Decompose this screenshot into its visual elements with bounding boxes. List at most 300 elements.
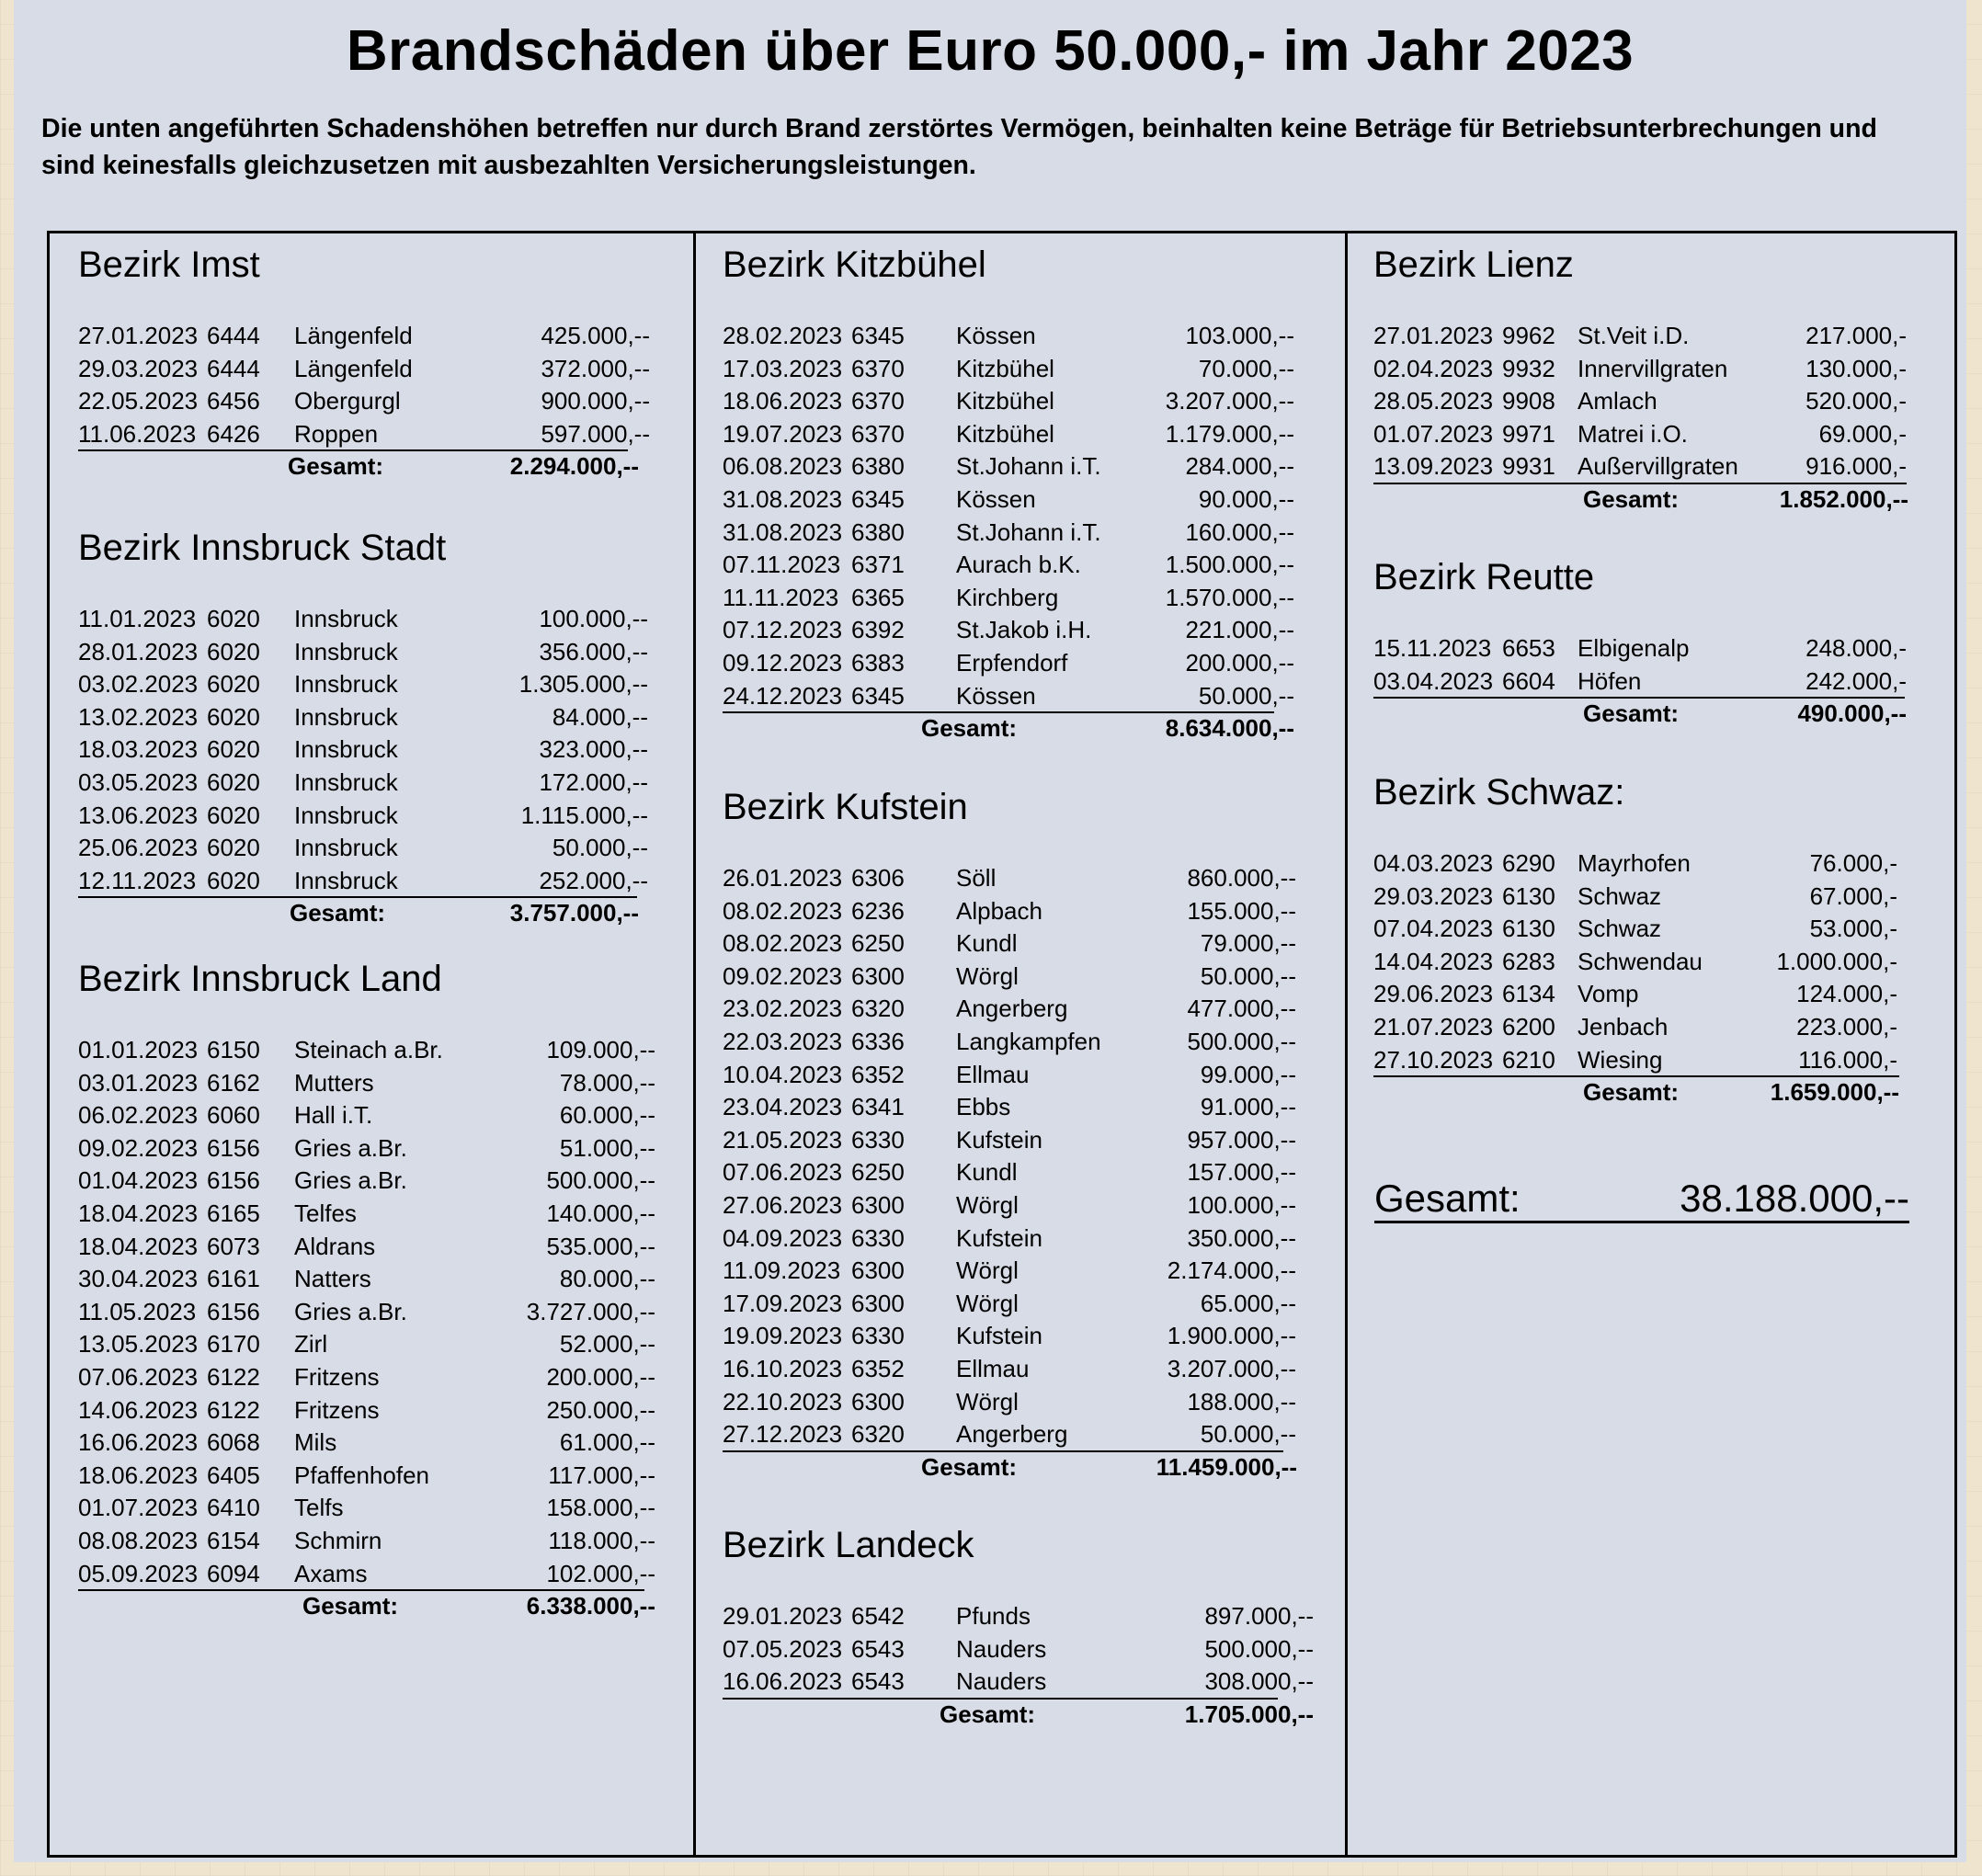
row-place: Längenfeld xyxy=(294,354,413,382)
row-plz: 6380 xyxy=(851,517,905,546)
row-amount: 99.000,-- xyxy=(1200,1060,1296,1088)
row-place: Angerberg xyxy=(956,995,1068,1023)
row-plz: 6330 xyxy=(851,1322,905,1350)
total-amount: 1.852.000,-- xyxy=(1779,485,1908,513)
row-amount: 350.000,-- xyxy=(1187,1223,1296,1252)
row-plz: 6370 xyxy=(851,419,905,448)
row-amount: 477.000,-- xyxy=(1187,995,1296,1023)
row-plz: 6290 xyxy=(1502,849,1555,877)
row-plz: 6020 xyxy=(207,670,260,699)
row-date: 03.05.2023 xyxy=(78,768,199,796)
row-date: 08.08.2023 xyxy=(78,1527,199,1554)
row-place: Telfes xyxy=(294,1200,357,1227)
total-label: Gesamt: xyxy=(288,452,384,481)
disclaimer-text: Die unten angeführten Schadenshöhen betreffen nur durch Brand zerstörtes Vermögen, beinhalten keine Beträge für Betriebsunterbrechungen und sind keinesfalls gleichzusetzen mit ausbezahlten Versicherungsleistungen. xyxy=(41,114,1877,180)
row-place: Innsbruck xyxy=(294,735,398,764)
row-plz: 6330 xyxy=(851,1223,905,1252)
row-place: Schwaz xyxy=(1578,915,1662,943)
row-date: 01.07.2023 xyxy=(78,1494,199,1522)
row-plz: 6371 xyxy=(851,551,905,579)
row-plz: 6300 xyxy=(851,1387,905,1416)
row-plz: 6060 xyxy=(207,1101,260,1130)
row-place: Innsbruck xyxy=(294,702,398,731)
row-amount: 250.000,-- xyxy=(546,1395,655,1424)
row-date: 14.04.2023 xyxy=(1373,947,1494,975)
row-place: Angerberg xyxy=(956,1420,1068,1449)
row-date: 05.09.2023 xyxy=(78,1559,199,1587)
row-date: 07.04.2023 xyxy=(1373,915,1494,943)
row-place: Gries a.Br. xyxy=(294,1297,407,1325)
row-date: 10.04.2023 xyxy=(723,1060,843,1088)
row-date: 11.01.2023 xyxy=(78,605,197,632)
row-date: 19.09.2023 xyxy=(723,1322,843,1350)
row-plz: 6250 xyxy=(851,1158,905,1187)
row-place: St.Johann i.T. xyxy=(956,517,1101,546)
row-amount: 1.179.000,-- xyxy=(1165,419,1294,448)
row-plz: 6236 xyxy=(851,896,905,925)
row-place: Ebbs xyxy=(956,1093,1011,1121)
row-place: Aurach b.K. xyxy=(956,551,1081,579)
row-place: Gries a.Br. xyxy=(294,1166,407,1195)
row-amount: 69.000,- xyxy=(1818,419,1907,448)
district-name: Bezirk Innsbruck Land xyxy=(78,959,442,999)
row-amount: 308.000,-- xyxy=(1204,1667,1314,1696)
row-place: Steinach a.Br. xyxy=(294,1036,443,1063)
row-place: Nauders xyxy=(956,1667,1047,1696)
row-plz: 6300 xyxy=(851,961,905,990)
total-label: Gesamt: xyxy=(1583,699,1680,728)
row-date: 07.06.2023 xyxy=(723,1158,843,1187)
row-amount: 500.000,-- xyxy=(546,1166,655,1195)
row-plz: 6345 xyxy=(851,681,905,710)
row-place: Pfaffenhofen xyxy=(294,1461,429,1489)
row-amount: 1.570.000,-- xyxy=(1165,583,1294,611)
row-date: 29.03.2023 xyxy=(78,354,199,382)
row-plz: 6345 xyxy=(851,485,905,513)
row-date: 16.10.2023 xyxy=(723,1355,843,1382)
row-plz: 6352 xyxy=(851,1355,905,1382)
row-plz: 9908 xyxy=(1502,387,1555,415)
row-plz: 6365 xyxy=(851,583,905,611)
row-place: Wörgl xyxy=(956,1289,1019,1317)
row-place: Innsbruck xyxy=(294,768,398,796)
row-amount: 160.000,-- xyxy=(1185,517,1294,546)
row-amount: 103.000,-- xyxy=(1185,322,1294,349)
total-amount: 8.634.000,-- xyxy=(1165,714,1294,743)
district-name: Bezirk Imst xyxy=(78,244,260,285)
row-date: 11.05.2023 xyxy=(78,1297,197,1325)
row-date: 13.09.2023 xyxy=(1373,452,1494,481)
row-date: 27.01.2023 xyxy=(1373,322,1494,349)
row-plz: 6380 xyxy=(851,452,905,481)
row-amount: 500.000,-- xyxy=(1204,1634,1314,1663)
total-label: Gesamt: xyxy=(1583,1078,1680,1107)
row-amount: 242.000,- xyxy=(1805,666,1907,695)
row-place: Jenbach xyxy=(1578,1013,1669,1040)
row-amount: 116.000,- xyxy=(1798,1045,1897,1074)
row-place: Aldrans xyxy=(294,1232,376,1260)
row-plz: 6162 xyxy=(207,1068,260,1097)
row-amount: 76.000,- xyxy=(1809,849,1897,877)
row-place: Mutters xyxy=(294,1068,374,1097)
row-plz: 6383 xyxy=(851,649,905,676)
row-date: 11.06.2023 xyxy=(78,419,197,448)
row-date: 13.06.2023 xyxy=(78,801,199,829)
row-amount: 51.000,-- xyxy=(559,1133,655,1162)
row-date: 08.02.2023 xyxy=(723,929,843,958)
row-plz: 6410 xyxy=(207,1494,260,1522)
row-date: 17.03.2023 xyxy=(723,354,843,382)
row-plz: 6020 xyxy=(207,834,260,862)
row-amount: 217.000,- xyxy=(1805,322,1907,349)
row-date: 22.05.2023 xyxy=(78,387,199,415)
row-amount: 61.000,-- xyxy=(559,1428,655,1457)
row-amount: 70.000,-- xyxy=(1198,354,1294,382)
row-plz: 6370 xyxy=(851,354,905,382)
total-amount: 1.659.000,-- xyxy=(1770,1078,1899,1107)
row-plz: 6426 xyxy=(207,419,260,448)
row-date: 08.02.2023 xyxy=(723,896,843,925)
row-place: Kössen xyxy=(956,322,1036,349)
column-left xyxy=(50,233,696,1855)
grand-total xyxy=(1374,1177,1909,1223)
row-plz: 6170 xyxy=(207,1330,260,1359)
row-date: 12.11.2023 xyxy=(78,866,197,894)
row-date: 25.06.2023 xyxy=(78,834,199,862)
district-total xyxy=(78,1590,655,1623)
row-plz: 6020 xyxy=(207,768,260,796)
row-amount: 188.000,-- xyxy=(1187,1387,1296,1416)
district-name: Bezirk Lienz xyxy=(1373,244,1574,285)
row-amount: 900.000,-- xyxy=(541,387,650,415)
row-date: 01.07.2023 xyxy=(1373,419,1494,448)
total-amount: 490.000,-- xyxy=(1797,699,1907,728)
row-amount: 67.000,- xyxy=(1809,881,1897,910)
row-place: Schmirn xyxy=(294,1527,382,1554)
row-amount: 957.000,-- xyxy=(1187,1125,1296,1154)
row-plz: 6336 xyxy=(851,1028,905,1055)
row-amount: 200.000,-- xyxy=(1185,649,1294,676)
row-plz: 6300 xyxy=(851,1256,905,1285)
row-date: 14.06.2023 xyxy=(78,1395,199,1424)
row-plz: 6345 xyxy=(851,322,905,349)
grand-total-amount: 38.188.000,-- xyxy=(1680,1177,1909,1220)
row-place: Außervillgraten xyxy=(1578,452,1738,481)
row-amount: 50.000,-- xyxy=(552,834,648,862)
row-amount: 535.000,-- xyxy=(546,1232,655,1260)
row-place: Schwendau xyxy=(1578,947,1703,975)
row-date: 17.09.2023 xyxy=(723,1289,843,1317)
district-total xyxy=(1373,1076,1899,1109)
row-date: 06.08.2023 xyxy=(723,452,843,481)
row-amount: 50.000,-- xyxy=(1200,961,1296,990)
row-plz: 6444 xyxy=(207,322,260,349)
row-date: 16.06.2023 xyxy=(78,1428,199,1457)
row-place: Alpbach xyxy=(956,896,1042,925)
row-date: 31.08.2023 xyxy=(723,517,843,546)
row-amount: 130.000,- xyxy=(1805,354,1907,382)
row-amount: 252.000,-- xyxy=(539,866,648,894)
row-place: Langkampfen xyxy=(956,1028,1101,1055)
row-place: Wörgl xyxy=(956,1191,1019,1219)
row-amount: 157.000,-- xyxy=(1187,1158,1296,1187)
row-place: Kitzbühel xyxy=(956,354,1054,382)
row-date: 13.05.2023 xyxy=(78,1330,199,1359)
row-date: 19.07.2023 xyxy=(723,419,843,448)
row-amount: 53.000,- xyxy=(1809,915,1897,943)
row-amount: 124.000,- xyxy=(1796,980,1897,1008)
row-date: 31.08.2023 xyxy=(723,485,843,513)
row-date: 18.06.2023 xyxy=(78,1461,199,1489)
row-place: Erpfendorf xyxy=(956,649,1068,676)
row-place: St.Veit i.D. xyxy=(1578,322,1690,349)
row-place: Obergurgl xyxy=(294,387,401,415)
row-place: Mayrhofen xyxy=(1578,849,1691,877)
row-place: Innsbruck xyxy=(294,637,398,665)
row-amount: 65.000,-- xyxy=(1200,1289,1296,1317)
row-plz: 6073 xyxy=(207,1232,260,1260)
row-amount: 90.000,-- xyxy=(1198,485,1294,513)
row-amount: 3.727.000,-- xyxy=(526,1297,655,1325)
total-label: Gesamt: xyxy=(290,899,386,927)
row-place: Innsbruck xyxy=(294,834,398,862)
row-place: Nauders xyxy=(956,1634,1047,1663)
row-plz: 6094 xyxy=(207,1559,260,1587)
row-amount: 117.000,-- xyxy=(548,1461,655,1489)
row-amount: 500.000,-- xyxy=(1187,1028,1296,1055)
total-amount: 3.757.000,-- xyxy=(509,899,639,927)
total-amount: 11.459.000,-- xyxy=(1156,1452,1297,1481)
row-place: Zirl xyxy=(294,1330,328,1359)
row-date: 29.06.2023 xyxy=(1373,980,1494,1008)
row-plz: 6020 xyxy=(207,735,260,764)
row-amount: 1.115.000,-- xyxy=(520,801,648,829)
row-plz: 6405 xyxy=(207,1461,260,1489)
row-place: Schwaz xyxy=(1578,881,1662,910)
row-plz: 6020 xyxy=(207,605,260,632)
column-middle xyxy=(696,233,1348,1855)
grand-total-label: Gesamt: xyxy=(1374,1177,1521,1220)
row-date: 03.04.2023 xyxy=(1373,666,1494,695)
row-plz: 6543 xyxy=(851,1634,905,1663)
row-amount: 223.000,- xyxy=(1796,1013,1897,1040)
row-plz: 6320 xyxy=(851,1420,905,1449)
row-plz: 6134 xyxy=(1502,980,1555,1008)
total-label: Gesamt: xyxy=(1583,485,1680,513)
row-plz: 9932 xyxy=(1502,354,1555,382)
row-date: 18.06.2023 xyxy=(723,387,843,415)
row-plz: 9971 xyxy=(1502,419,1555,448)
row-amount: 897.000,-- xyxy=(1204,1602,1314,1630)
row-place: Gries a.Br. xyxy=(294,1133,407,1162)
row-place: Kufstein xyxy=(956,1223,1042,1252)
row-amount: 158.000,-- xyxy=(546,1494,655,1522)
row-place: Mils xyxy=(294,1428,337,1457)
column-right xyxy=(1348,233,1957,1855)
total-label: Gesamt: xyxy=(940,1700,1036,1728)
row-amount: 356.000,-- xyxy=(539,637,648,665)
row-place: Kitzbühel xyxy=(956,387,1054,415)
row-plz: 6352 xyxy=(851,1060,905,1088)
row-amount: 200.000,-- xyxy=(546,1363,655,1391)
row-plz: 6068 xyxy=(207,1428,260,1457)
row-place: Wörgl xyxy=(956,1256,1019,1285)
row-amount: 248.000,- xyxy=(1805,634,1907,662)
row-date: 11.09.2023 xyxy=(723,1256,841,1285)
row-date: 13.02.2023 xyxy=(78,702,199,731)
row-amount: 916.000,- xyxy=(1805,452,1907,481)
row-plz: 6122 xyxy=(207,1363,260,1391)
row-date: 07.05.2023 xyxy=(723,1634,843,1663)
row-plz: 6154 xyxy=(207,1527,260,1554)
damage-table xyxy=(47,231,1957,1858)
row-plz: 6653 xyxy=(1502,634,1555,662)
row-date: 09.02.2023 xyxy=(723,961,843,990)
district-name: Bezirk Landeck xyxy=(723,1525,974,1565)
row-date: 09.02.2023 xyxy=(78,1133,199,1162)
row-amount: 102.000,-- xyxy=(546,1559,655,1587)
row-place: Ellmau xyxy=(956,1060,1030,1088)
row-amount: 520.000,- xyxy=(1805,387,1907,415)
row-date: 16.06.2023 xyxy=(723,1667,843,1696)
total-amount: 6.338.000,-- xyxy=(526,1592,655,1620)
row-date: 22.03.2023 xyxy=(723,1028,843,1055)
row-date: 03.02.2023 xyxy=(78,670,199,699)
row-place: Kufstein xyxy=(956,1322,1042,1350)
row-amount: 172.000,-- xyxy=(539,768,648,796)
row-place: Fritzens xyxy=(294,1395,380,1424)
row-plz: 6161 xyxy=(207,1265,260,1293)
row-plz: 6320 xyxy=(851,995,905,1023)
row-date: 28.02.2023 xyxy=(723,322,843,349)
row-date: 29.03.2023 xyxy=(1373,881,1494,910)
row-place: Fritzens xyxy=(294,1363,380,1391)
row-date: 09.12.2023 xyxy=(723,649,843,676)
row-place: Axams xyxy=(294,1559,368,1587)
row-plz: 6456 xyxy=(207,387,260,415)
row-date: 26.01.2023 xyxy=(723,864,843,892)
row-place: Kirchberg xyxy=(956,583,1059,611)
row-date: 18.03.2023 xyxy=(78,735,199,764)
row-place: St.Jakob i.H. xyxy=(956,616,1092,644)
row-date: 04.03.2023 xyxy=(1373,849,1494,877)
row-date: 27.06.2023 xyxy=(723,1191,843,1219)
row-amount: 1.500.000,-- xyxy=(1165,551,1294,579)
row-date: 27.01.2023 xyxy=(78,322,199,349)
row-place: Elbigenalp xyxy=(1578,634,1690,662)
row-amount: 3.207.000,-- xyxy=(1167,1355,1296,1382)
row-date: 04.09.2023 xyxy=(723,1223,843,1252)
row-amount: 84.000,-- xyxy=(552,702,648,731)
row-plz: 6543 xyxy=(851,1667,905,1696)
row-place: Ellmau xyxy=(956,1355,1030,1382)
district-total xyxy=(1373,698,1907,731)
row-amount: 2.174.000,-- xyxy=(1167,1256,1296,1285)
total-amount: 1.705.000,-- xyxy=(1184,1700,1314,1728)
row-date: 18.04.2023 xyxy=(78,1200,199,1227)
row-date: 07.06.2023 xyxy=(78,1363,199,1391)
row-place: Amlach xyxy=(1578,387,1657,415)
district-name: Bezirk Reutte xyxy=(1373,557,1595,597)
row-plz: 6020 xyxy=(207,801,260,829)
total-label: Gesamt: xyxy=(921,1452,1018,1481)
district-total xyxy=(1373,483,1908,517)
row-amount: 425.000,-- xyxy=(541,322,650,349)
row-amount: 221.000,-- xyxy=(1185,616,1294,644)
row-place: St.Johann i.T. xyxy=(956,452,1101,481)
row-place: Kundl xyxy=(956,929,1018,958)
row-amount: 100.000,-- xyxy=(539,605,648,632)
row-plz: 6283 xyxy=(1502,947,1555,975)
row-place: Längenfeld xyxy=(294,322,413,349)
row-plz: 6306 xyxy=(851,864,905,892)
row-date: 01.01.2023 xyxy=(78,1036,199,1063)
row-plz: 6604 xyxy=(1502,666,1555,695)
row-place: Vomp xyxy=(1578,980,1639,1008)
row-plz: 6300 xyxy=(851,1191,905,1219)
district-name: Bezirk Kufstein xyxy=(723,787,968,827)
row-date: 30.04.2023 xyxy=(78,1265,199,1293)
district-total xyxy=(723,1451,1297,1484)
row-amount: 79.000,-- xyxy=(1200,929,1296,958)
district-total xyxy=(723,712,1294,745)
page-title: Brandschäden über Euro 50.000,- im Jahr 2023 xyxy=(346,19,1635,83)
row-date: 03.01.2023 xyxy=(78,1068,199,1097)
row-plz: 6150 xyxy=(207,1036,260,1063)
row-date: 07.11.2023 xyxy=(723,551,841,579)
row-amount: 91.000,-- xyxy=(1200,1093,1296,1121)
row-plz: 6210 xyxy=(1502,1045,1555,1074)
row-plz: 6020 xyxy=(207,702,260,731)
row-date: 01.04.2023 xyxy=(78,1166,199,1195)
row-place: Kössen xyxy=(956,681,1036,710)
district-total xyxy=(78,450,639,483)
report-panel xyxy=(14,0,1966,1862)
row-place: Innsbruck xyxy=(294,670,398,699)
row-amount: 78.000,-- xyxy=(559,1068,655,1097)
district-name: Bezirk Schwaz: xyxy=(1373,772,1625,813)
row-place: Höfen xyxy=(1578,666,1642,695)
row-date: 21.05.2023 xyxy=(723,1125,843,1154)
row-amount: 1.305.000,-- xyxy=(518,670,648,699)
row-plz: 6330 xyxy=(851,1125,905,1154)
row-place: Wiesing xyxy=(1578,1045,1663,1074)
row-plz: 6392 xyxy=(851,616,905,644)
row-date: 28.01.2023 xyxy=(78,637,199,665)
row-date: 15.11.2023 xyxy=(1373,634,1492,662)
row-plz: 6250 xyxy=(851,929,905,958)
row-amount: 118.000,-- xyxy=(548,1527,655,1554)
row-amount: 50.000,-- xyxy=(1198,681,1294,710)
row-place: Pfunds xyxy=(956,1602,1031,1630)
total-amount: 2.294.000,-- xyxy=(509,452,639,481)
total-label: Gesamt: xyxy=(302,1592,399,1620)
row-plz: 6165 xyxy=(207,1200,260,1227)
row-amount: 155.000,-- xyxy=(1187,896,1296,925)
row-date: 07.12.2023 xyxy=(723,616,843,644)
row-place: Natters xyxy=(294,1265,371,1293)
row-date: 11.11.2023 xyxy=(723,583,839,611)
row-amount: 372.000,-- xyxy=(541,354,650,382)
row-amount: 109.000,-- xyxy=(546,1036,655,1063)
row-place: Innsbruck xyxy=(294,605,398,632)
row-amount: 860.000,-- xyxy=(1187,864,1296,892)
row-amount: 323.000,-- xyxy=(539,735,648,764)
row-date: 28.05.2023 xyxy=(1373,387,1494,415)
district-name: Bezirk Innsbruck Stadt xyxy=(78,528,447,568)
row-place: Hall i.T. xyxy=(294,1101,373,1130)
row-amount: 1.900.000,-- xyxy=(1167,1322,1296,1350)
